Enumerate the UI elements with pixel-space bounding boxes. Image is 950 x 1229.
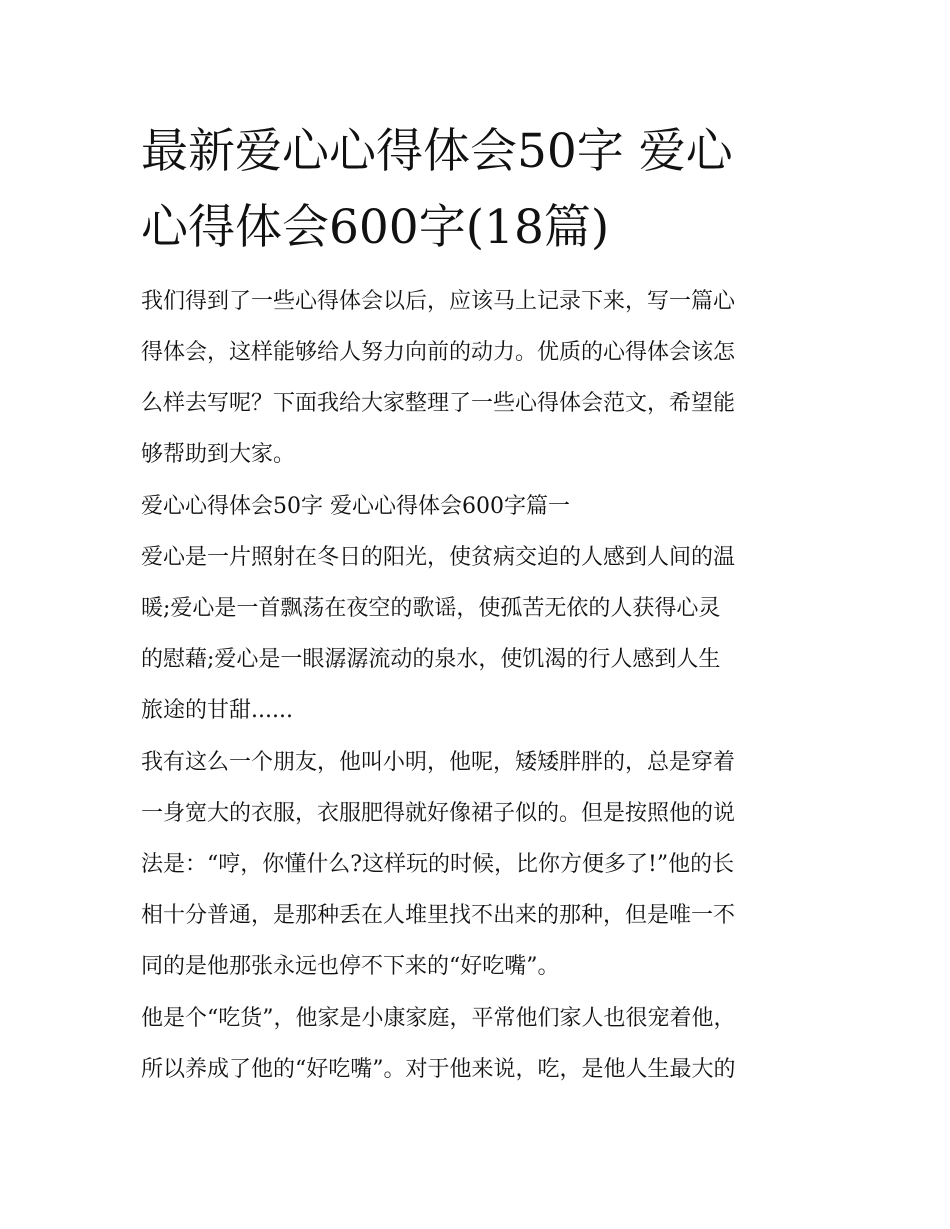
document-body [141, 276, 811, 1095]
paragraph-line: 暖;爱心是一首飘荡在夜空的歌谣，使孤苦无依的人获得心灵 [141, 596, 721, 621]
document-title [141, 114, 811, 266]
title-line-1: 最新爱心心得体会50字 爱心 [141, 124, 733, 179]
paragraph-line: 爱心是一片照射在冬日的阳光，使贫病交迫的人感到人间的温 [141, 545, 736, 570]
paragraph-line: 同的是他那张永远也停不下来的“好吃嘴”。 [141, 954, 560, 979]
paragraph-line: 所以养成了他的“好吃嘴”。对于他来说，吃，是他人生最大的 [141, 1057, 736, 1082]
intro-line: 我们得到了一些心得体会以后，应该马上记录下来，写一篇心 [141, 289, 736, 314]
body-paragraph-2 [141, 737, 811, 992]
intro-paragraph [141, 276, 811, 480]
paragraph-line: 他是个“吃货”，他家是小康家庭，平常他们家人也很宠着他， [141, 1006, 736, 1031]
document-content [141, 114, 811, 1096]
intro-line: 得体会，这样能够给人努力向前的动力。优质的心得体会该怎 [141, 340, 736, 365]
paragraph-line: 法是：“哼，你懂什么?这样玩的时候，比你方便多了!”他的长 [141, 852, 735, 877]
body-paragraph-1 [141, 532, 811, 736]
intro-line: 么样去写呢？下面我给大家整理了一些心得体会范文，希望能 [141, 391, 736, 416]
paragraph-line: 一身宽大的衣服，衣服肥得就好像裙子似的。但是按照他的说 [141, 801, 736, 826]
body-paragraph-3 [141, 993, 811, 1095]
paragraph-line: 的慰藉;爱心是一眼潺潺流动的泉水，使饥渴的行人感到人生 [141, 647, 721, 672]
paragraph-line: 相十分普通，是那种丢在人堆里找不出来的那种，但是唯一不 [141, 903, 736, 928]
paragraph-line: 旅途的甘甜...... [141, 698, 293, 723]
title-line-2: 心得体会600字(18篇) [141, 200, 610, 255]
intro-line: 够帮助到大家。 [141, 442, 296, 467]
section-heading: 爱心心得体会50字 爱心心得体会600字篇一 [141, 494, 570, 519]
paragraph-line: 我有这么一个朋友，他叫小明，他呢，矮矮胖胖的，总是穿着 [141, 750, 736, 775]
